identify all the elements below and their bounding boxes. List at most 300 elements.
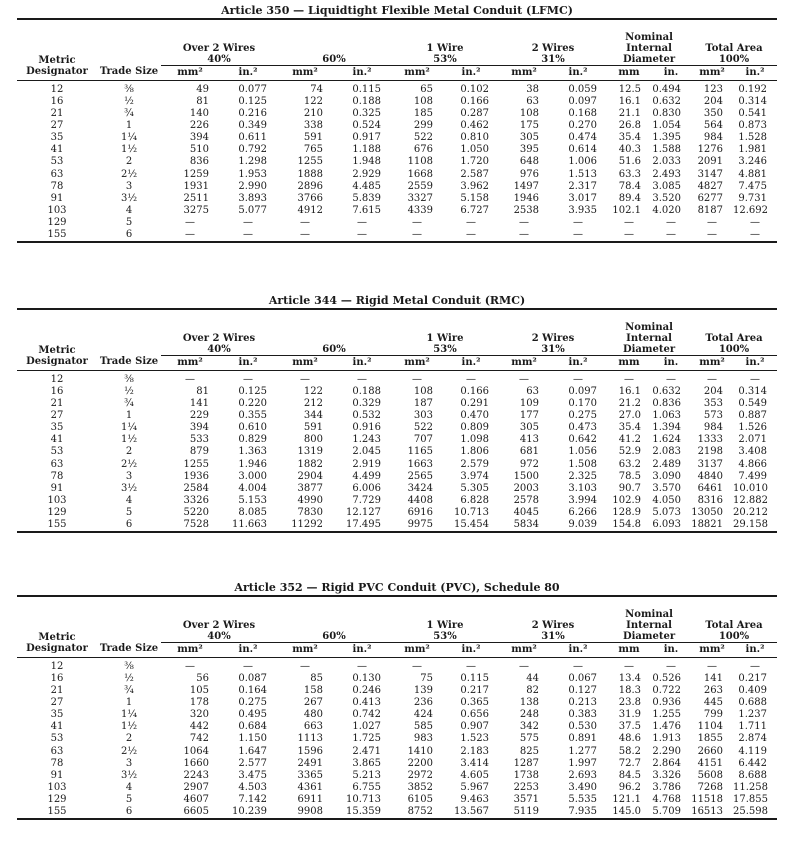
cell-pct60-mm2: 2896 bbox=[297, 180, 323, 192]
cell-nominal-in: 4.020 bbox=[652, 204, 682, 216]
unit-header-mm2: mm² bbox=[691, 355, 733, 370]
cell-nominal-mm: 48.6 bbox=[618, 733, 642, 745]
cell-total-in2: 0.409 bbox=[738, 684, 768, 696]
cell-pct60-in2: 5.213 bbox=[352, 769, 382, 781]
cell-pct60-mm2: 11292 bbox=[291, 519, 323, 531]
metric-designator-header: Metric Designator bbox=[17, 19, 97, 80]
cell-total-in2: 6.442 bbox=[738, 757, 768, 769]
table-row bbox=[17, 519, 777, 532]
cell-metric-designator: 27 bbox=[50, 119, 64, 131]
cell-one-wire-mm2: 2559 bbox=[407, 180, 434, 192]
cell-metric-designator: 78 bbox=[50, 180, 64, 192]
cell-pct60-in2: 7.615 bbox=[352, 204, 382, 216]
cell-nominal-in: 1.913 bbox=[652, 733, 682, 745]
cell-two-wires-in2: 1.006 bbox=[568, 156, 598, 168]
cell-total-in2: 0.873 bbox=[738, 119, 768, 131]
metric-designator-header: Metric Designator bbox=[17, 596, 97, 657]
cell-total-mm2: 204 bbox=[703, 385, 724, 397]
cell-trade-size: 1½ bbox=[120, 144, 138, 156]
cell-two-wires-in2: 0.530 bbox=[568, 721, 598, 733]
cell-over2-mm2: — bbox=[185, 373, 195, 385]
cell-pct60-in2: 6.006 bbox=[352, 482, 382, 494]
cell-pct60-in2: 5.839 bbox=[352, 192, 382, 204]
cell-pct60-mm2: 800 bbox=[303, 434, 323, 446]
cell-nominal-mm: 78.4 bbox=[618, 180, 642, 192]
cell-pct60-in2: 0.130 bbox=[352, 672, 382, 684]
cell-nominal-mm: — bbox=[624, 217, 635, 229]
table-row bbox=[17, 709, 777, 721]
cell-one-wire-in2: 1.050 bbox=[460, 144, 490, 156]
cell-over2-in2: 1.647 bbox=[238, 745, 267, 757]
cell-two-wires-mm2: 177 bbox=[519, 409, 540, 421]
cell-over2-in2: 5.153 bbox=[238, 494, 267, 506]
cell-over2-mm2: 81 bbox=[196, 95, 209, 107]
cell-over2-in2: 10.239 bbox=[232, 806, 267, 818]
cell-two-wires-in2: 1.508 bbox=[568, 458, 598, 470]
cell-nominal-in: 1.255 bbox=[652, 709, 682, 721]
table-row bbox=[17, 806, 777, 819]
cell-metric-designator: 129 bbox=[47, 507, 67, 519]
table-row bbox=[17, 758, 777, 770]
cell-over2-in2: 2.990 bbox=[238, 180, 267, 192]
cell-pct60-in2: 3.865 bbox=[352, 757, 382, 769]
total-area-header: Total Area 100% bbox=[691, 309, 777, 355]
table-row bbox=[17, 205, 777, 217]
cell-over2-in2: 0.087 bbox=[238, 672, 267, 684]
cell-one-wire-in2: — bbox=[466, 217, 477, 229]
cell-one-wire-in2: — bbox=[466, 660, 477, 672]
unit-header-mm2: mm² bbox=[391, 65, 443, 80]
cell-pct60-mm2: 122 bbox=[303, 385, 323, 397]
unit-header-mm2: mm² bbox=[499, 355, 549, 370]
cell-over2-in2: 7.142 bbox=[238, 794, 267, 806]
cell-one-wire-mm2: 8752 bbox=[407, 806, 434, 818]
cell-nominal-mm: 102.1 bbox=[612, 204, 642, 216]
cell-over2-mm2: — bbox=[185, 229, 195, 241]
cell-nominal-mm: 18.3 bbox=[618, 684, 642, 696]
cell-trade-size: 1½ bbox=[120, 721, 138, 733]
one-wire-header: 1 Wire 53% bbox=[391, 19, 499, 65]
unit-header-in: in. bbox=[651, 65, 691, 80]
cell-metric-designator: 155 bbox=[47, 519, 67, 531]
cell-over2-in2: 3.475 bbox=[238, 769, 267, 781]
cell-two-wires-mm2: 575 bbox=[519, 733, 540, 745]
unit-header-in2: in.² bbox=[733, 355, 777, 370]
cell-nominal-in: 1.395 bbox=[652, 132, 682, 144]
cell-nominal-mm: 27.0 bbox=[618, 409, 642, 421]
cell-two-wires-mm2: — bbox=[519, 373, 530, 385]
cell-total-mm2: 3147 bbox=[697, 168, 724, 180]
cell-over2-in2: 0.164 bbox=[238, 684, 267, 696]
cell-one-wire-mm2: 299 bbox=[413, 119, 434, 131]
cell-one-wire-mm2: 3852 bbox=[407, 781, 434, 793]
cell-two-wires-in2: 0.097 bbox=[568, 385, 598, 397]
cell-nominal-in: 3.326 bbox=[652, 769, 682, 781]
cell-metric-designator: 129 bbox=[47, 217, 67, 229]
cell-nominal-in: 5.073 bbox=[652, 507, 682, 519]
cell-nominal-in: 4.050 bbox=[652, 494, 682, 506]
cell-one-wire-mm2: 2200 bbox=[407, 757, 434, 769]
cell-one-wire-mm2: 522 bbox=[413, 422, 434, 434]
table-row bbox=[17, 673, 777, 685]
cell-trade-size: 6 bbox=[125, 806, 133, 818]
cell-pct60-in2: — bbox=[357, 660, 367, 672]
cell-two-wires-in2: 3.935 bbox=[568, 204, 598, 216]
cell-over2-in2: 0.792 bbox=[238, 144, 267, 156]
cell-metric-designator: 35 bbox=[50, 709, 64, 721]
cell-pct60-mm2: 1319 bbox=[297, 446, 323, 458]
cell-over2-in2: 0.077 bbox=[238, 83, 267, 95]
cell-metric-designator: 27 bbox=[50, 409, 64, 421]
cell-two-wires-mm2: — bbox=[519, 229, 530, 241]
cell-trade-size: ¾ bbox=[124, 684, 134, 696]
cell-over2-mm2: — bbox=[185, 217, 195, 229]
cell-nominal-in: 2.083 bbox=[652, 446, 682, 458]
cell-trade-size: ¾ bbox=[124, 107, 134, 119]
cell-trade-size: 1¼ bbox=[120, 709, 138, 721]
cell-one-wire-in2: 0.115 bbox=[460, 672, 490, 684]
cell-pct60-mm2: 765 bbox=[303, 144, 323, 156]
cell-one-wire-in2: 0.365 bbox=[460, 696, 490, 708]
cell-nominal-mm: 121.1 bbox=[612, 794, 642, 806]
cell-total-mm2: 4827 bbox=[697, 180, 724, 192]
cell-one-wire-in2: 0.656 bbox=[460, 709, 490, 721]
table-row bbox=[17, 446, 777, 458]
trade-size-header: Trade Size bbox=[97, 19, 161, 80]
cell-pct60-mm2: 1255 bbox=[297, 156, 323, 168]
cell-over2-mm2: 1931 bbox=[183, 180, 209, 192]
cell-two-wires-in2: 1.997 bbox=[568, 757, 598, 769]
unit-header-mm2: mm² bbox=[277, 355, 333, 370]
cell-over2-mm2: 442 bbox=[189, 721, 209, 733]
total-area-header: Total Area 100% bbox=[691, 19, 777, 65]
cell-two-wires-mm2: 82 bbox=[526, 684, 540, 696]
cell-pct60-mm2: 210 bbox=[303, 107, 323, 119]
cell-two-wires-in2: 2.317 bbox=[568, 180, 598, 192]
cell-one-wire-in2: 9.463 bbox=[460, 794, 490, 806]
table-row bbox=[17, 794, 777, 806]
cell-total-mm2: 1333 bbox=[697, 434, 724, 446]
cell-total-in2: 3.408 bbox=[738, 446, 768, 458]
cell-total-in2: 1.237 bbox=[738, 709, 768, 721]
table-row bbox=[17, 495, 777, 507]
cell-nominal-mm: 63.3 bbox=[618, 168, 642, 180]
cell-total-in2: 7.499 bbox=[738, 470, 768, 482]
cell-total-mm2: — bbox=[707, 229, 718, 241]
cell-over2-mm2: 320 bbox=[189, 709, 209, 721]
cell-pct60-mm2: 2904 bbox=[297, 470, 323, 482]
cell-nominal-mm: 12.5 bbox=[618, 83, 642, 95]
cell-nominal-mm: 51.6 bbox=[618, 156, 642, 168]
cell-over2-in2: 4.004 bbox=[238, 482, 267, 494]
cell-over2-mm2: 140 bbox=[189, 107, 209, 119]
cell-one-wire-in2: 15.454 bbox=[454, 519, 490, 531]
cell-over2-in2: 3.893 bbox=[238, 192, 267, 204]
cell-metric-designator: 21 bbox=[50, 107, 64, 119]
cell-nominal-in: 1.054 bbox=[652, 119, 682, 131]
cell-trade-size: 2 bbox=[125, 446, 133, 458]
cell-over2-in2: 0.495 bbox=[238, 709, 267, 721]
cell-nominal-mm: 21.2 bbox=[618, 397, 642, 409]
cell-total-in2: 0.688 bbox=[738, 696, 768, 708]
cell-one-wire-mm2: 185 bbox=[413, 107, 434, 119]
cell-nominal-mm: 16.1 bbox=[618, 95, 642, 107]
cell-over2-mm2: 1259 bbox=[183, 168, 209, 180]
cell-pct60-mm2: — bbox=[300, 217, 310, 229]
cell-total-mm2: 2091 bbox=[697, 156, 724, 168]
cell-pct60-mm2: 1113 bbox=[297, 733, 323, 745]
cell-total-in2: 1.981 bbox=[738, 144, 768, 156]
table-row bbox=[17, 156, 777, 168]
cell-nominal-in: 0.830 bbox=[652, 107, 682, 119]
conduit-section bbox=[17, 3, 777, 243]
cell-total-in2: — bbox=[750, 373, 761, 385]
cell-total-in2: — bbox=[750, 229, 761, 241]
cell-over2-in2: 0.220 bbox=[238, 397, 267, 409]
cell-one-wire-in2: 3.962 bbox=[460, 180, 490, 192]
cell-two-wires-in2: 1.277 bbox=[568, 745, 598, 757]
unit-header-mm2: mm² bbox=[691, 642, 733, 657]
cell-two-wires-mm2: 138 bbox=[519, 696, 540, 708]
cell-nominal-mm: 21.1 bbox=[618, 107, 642, 119]
cell-pct60-in2: 1.188 bbox=[352, 144, 382, 156]
cell-pct60-mm2: 591 bbox=[303, 422, 323, 434]
cell-trade-size: 2½ bbox=[120, 168, 138, 180]
cell-two-wires-mm2: 681 bbox=[519, 446, 540, 458]
cell-metric-designator: 91 bbox=[50, 482, 64, 494]
cell-total-mm2: — bbox=[707, 373, 718, 385]
cell-over2-mm2: 49 bbox=[196, 83, 209, 95]
cell-two-wires-in2: 0.127 bbox=[568, 684, 598, 696]
cell-total-mm2: 984 bbox=[703, 422, 724, 434]
cell-total-in2: 9.731 bbox=[738, 192, 768, 204]
cell-trade-size: 1¼ bbox=[120, 422, 138, 434]
cell-total-mm2: 6461 bbox=[697, 482, 724, 494]
cell-nominal-in: 4.768 bbox=[652, 794, 682, 806]
cell-two-wires-in2: 0.270 bbox=[568, 119, 598, 131]
cell-two-wires-mm2: 395 bbox=[519, 144, 540, 156]
table-row bbox=[17, 471, 777, 483]
cell-metric-designator: 78 bbox=[50, 757, 64, 769]
table-row bbox=[17, 120, 777, 132]
cell-metric-designator: 35 bbox=[50, 422, 64, 434]
cell-two-wires-in2: 0.474 bbox=[568, 132, 598, 144]
unit-header-in2: in.² bbox=[549, 355, 607, 370]
nominal-diameter-header: Nominal Internal Diameter bbox=[607, 309, 691, 355]
cell-one-wire-mm2: 108 bbox=[413, 385, 434, 397]
table-row bbox=[17, 144, 777, 156]
cell-two-wires-mm2: 108 bbox=[519, 107, 540, 119]
cell-metric-designator: 103 bbox=[47, 204, 67, 216]
cell-pct60-mm2: 3877 bbox=[297, 482, 323, 494]
cell-pct60-mm2: — bbox=[300, 229, 310, 241]
unit-header-mm2: mm² bbox=[161, 65, 219, 80]
cell-one-wire-in2: 0.217 bbox=[460, 684, 490, 696]
cell-one-wire-in2: 2.579 bbox=[460, 458, 490, 470]
unit-header-mm2: mm² bbox=[499, 642, 549, 657]
cell-one-wire-in2: 0.907 bbox=[460, 721, 490, 733]
cell-over2-mm2: 226 bbox=[189, 119, 209, 131]
conduit-section bbox=[17, 293, 777, 533]
cell-pct60-in2: — bbox=[357, 229, 367, 241]
cell-two-wires-mm2: 825 bbox=[519, 745, 540, 757]
cell-pct60-mm2: 122 bbox=[303, 95, 323, 107]
cell-one-wire-mm2: 424 bbox=[413, 709, 434, 721]
over2-wires-header: Over 2 Wires 40% bbox=[161, 19, 277, 65]
unit-header-mm2: mm² bbox=[161, 355, 219, 370]
unit-header-mm2: mm² bbox=[161, 642, 219, 657]
cell-total-mm2: 16513 bbox=[691, 806, 724, 818]
cell-pct60-mm2: 212 bbox=[303, 397, 323, 409]
cell-pct60-mm2: 4912 bbox=[297, 204, 323, 216]
cell-trade-size: 1 bbox=[125, 119, 133, 131]
cell-total-in2: 8.688 bbox=[738, 769, 768, 781]
cell-over2-in2: 0.216 bbox=[238, 107, 267, 119]
cell-two-wires-mm2: 63 bbox=[526, 385, 540, 397]
cell-pct60-mm2: 344 bbox=[303, 409, 323, 421]
cell-nominal-mm: — bbox=[624, 229, 635, 241]
unit-header-mm: mm bbox=[607, 642, 651, 657]
cell-two-wires-mm2: 1500 bbox=[513, 470, 540, 482]
cell-pct60-mm2: 480 bbox=[303, 709, 323, 721]
cell-pct60-in2: 0.524 bbox=[352, 119, 382, 131]
cell-one-wire-in2: 0.102 bbox=[460, 83, 490, 95]
cell-pct60-mm2: 663 bbox=[303, 721, 323, 733]
cell-metric-designator: 91 bbox=[50, 192, 64, 204]
cell-total-in2: 0.887 bbox=[738, 409, 768, 421]
cell-trade-size: 4 bbox=[125, 494, 133, 506]
cell-two-wires-in2: 7.935 bbox=[568, 806, 598, 818]
cell-over2-mm2: 2584 bbox=[183, 482, 209, 494]
cell-pct60-mm2: 158 bbox=[303, 684, 323, 696]
cell-one-wire-in2: — bbox=[466, 229, 477, 241]
cell-one-wire-in2: 3.974 bbox=[460, 470, 490, 482]
unit-header-in2: in.² bbox=[219, 642, 277, 657]
cell-pct60-in2: 1.725 bbox=[352, 733, 382, 745]
cell-trade-size: 5 bbox=[125, 507, 133, 519]
unit-header-mm2: mm² bbox=[691, 65, 733, 80]
cell-trade-size: 1 bbox=[125, 409, 133, 421]
cell-two-wires-in2: 1.513 bbox=[568, 168, 598, 180]
cell-two-wires-in2: 0.473 bbox=[568, 422, 598, 434]
cell-total-in2: 12.882 bbox=[733, 494, 769, 506]
cell-over2-in2: 0.125 bbox=[238, 385, 267, 397]
cell-one-wire-in2: 0.166 bbox=[460, 95, 490, 107]
cell-total-in2: 12.692 bbox=[733, 204, 769, 216]
cell-total-mm2: 18821 bbox=[691, 519, 724, 531]
cell-nominal-mm: 35.4 bbox=[618, 422, 642, 434]
cell-one-wire-in2: 0.166 bbox=[460, 385, 490, 397]
cell-one-wire-mm2: 139 bbox=[413, 684, 434, 696]
cell-over2-in2: 0.684 bbox=[238, 721, 267, 733]
cell-nominal-in: 0.836 bbox=[652, 397, 682, 409]
cell-pct60-in2: 1.243 bbox=[352, 434, 382, 446]
cell-total-in2: 3.246 bbox=[738, 156, 768, 168]
cell-trade-size: 2½ bbox=[120, 745, 138, 757]
unit-header-in2: in.² bbox=[333, 355, 391, 370]
cell-two-wires-mm2: 413 bbox=[519, 434, 540, 446]
cell-metric-designator: 41 bbox=[50, 144, 64, 156]
section-title: Article 350 — Liquidtight Flexible Metal Conduit (LFMC) bbox=[221, 4, 573, 17]
cell-two-wires-in2: 3.103 bbox=[568, 482, 598, 494]
cell-nominal-mm: 31.9 bbox=[618, 709, 642, 721]
cell-total-mm2: 8187 bbox=[697, 204, 724, 216]
cell-pct60-in2: 2.929 bbox=[352, 168, 382, 180]
cell-two-wires-mm2: 2538 bbox=[513, 204, 540, 216]
cell-pct60-in2: 12.127 bbox=[346, 507, 382, 519]
cell-metric-designator: 41 bbox=[50, 721, 64, 733]
cell-over2-in2: — bbox=[243, 229, 253, 241]
cell-one-wire-mm2: — bbox=[412, 229, 423, 241]
cell-over2-in2: 0.349 bbox=[238, 119, 267, 131]
cell-total-mm2: 353 bbox=[703, 397, 724, 409]
cell-total-in2: 4.119 bbox=[738, 745, 768, 757]
cell-total-mm2: — bbox=[707, 660, 718, 672]
cell-over2-in2: 1.298 bbox=[238, 156, 267, 168]
table-row bbox=[17, 507, 777, 519]
unit-header-in2: in.² bbox=[333, 642, 391, 657]
cell-nominal-in: 1.588 bbox=[652, 144, 682, 156]
unit-header-in2: in.² bbox=[219, 355, 277, 370]
cell-nominal-in: 5.709 bbox=[652, 806, 682, 818]
cell-trade-size: 3 bbox=[125, 180, 133, 192]
two-wires-header: 2 Wires 31% bbox=[499, 596, 607, 642]
cell-over2-mm2: 105 bbox=[189, 684, 209, 696]
cell-nominal-in: 0.494 bbox=[652, 83, 682, 95]
cell-trade-size: 5 bbox=[125, 794, 133, 806]
cell-nominal-in: — bbox=[666, 217, 677, 229]
cell-two-wires-in2: — bbox=[573, 373, 584, 385]
cell-one-wire-in2: 1.098 bbox=[460, 434, 490, 446]
cell-two-wires-mm2: 44 bbox=[526, 672, 540, 684]
unit-header-mm2: mm² bbox=[277, 642, 333, 657]
cell-metric-designator: 63 bbox=[50, 168, 64, 180]
cell-metric-designator: 63 bbox=[50, 458, 64, 470]
cell-metric-designator: 12 bbox=[50, 660, 64, 672]
conduit-table bbox=[17, 595, 777, 820]
cell-two-wires-mm2: 1946 bbox=[513, 192, 540, 204]
cell-metric-designator: 21 bbox=[50, 684, 64, 696]
cell-one-wire-mm2: 585 bbox=[413, 721, 434, 733]
cell-total-mm2: 4840 bbox=[697, 470, 724, 482]
cell-metric-designator: 27 bbox=[50, 696, 64, 708]
cell-pct60-in2: 0.742 bbox=[352, 709, 382, 721]
cell-total-mm2: 1276 bbox=[697, 144, 724, 156]
cell-nominal-mm: 102.9 bbox=[612, 494, 642, 506]
cell-pct60-in2: 0.115 bbox=[352, 83, 382, 95]
cell-pct60-mm2: 3766 bbox=[297, 192, 323, 204]
section-title: Article 344 — Rigid Metal Conduit (RMC) bbox=[268, 294, 526, 307]
cell-one-wire-mm2: 187 bbox=[413, 397, 434, 409]
cell-one-wire-mm2: 1668 bbox=[407, 168, 434, 180]
cell-metric-designator: 35 bbox=[50, 132, 64, 144]
cell-nominal-mm: 16.1 bbox=[618, 385, 642, 397]
cell-total-mm2: 573 bbox=[703, 409, 724, 421]
cell-metric-designator: 12 bbox=[50, 373, 64, 385]
table-row bbox=[17, 458, 777, 470]
cell-one-wire-mm2: 1663 bbox=[407, 458, 434, 470]
unit-header-in: in. bbox=[651, 642, 691, 657]
cell-total-mm2: 7268 bbox=[697, 781, 724, 793]
cell-two-wires-in2: 2.693 bbox=[568, 769, 598, 781]
cell-pct60-mm2: 74 bbox=[310, 83, 323, 95]
cell-two-wires-in2: 9.039 bbox=[568, 519, 598, 531]
cell-nominal-in: 1.063 bbox=[652, 409, 682, 421]
cell-pct60-in2: 0.246 bbox=[352, 684, 382, 696]
cell-over2-mm2: 394 bbox=[189, 422, 209, 434]
cell-pct60-mm2: 2491 bbox=[297, 757, 323, 769]
cell-trade-size: ⅜ bbox=[124, 660, 134, 672]
